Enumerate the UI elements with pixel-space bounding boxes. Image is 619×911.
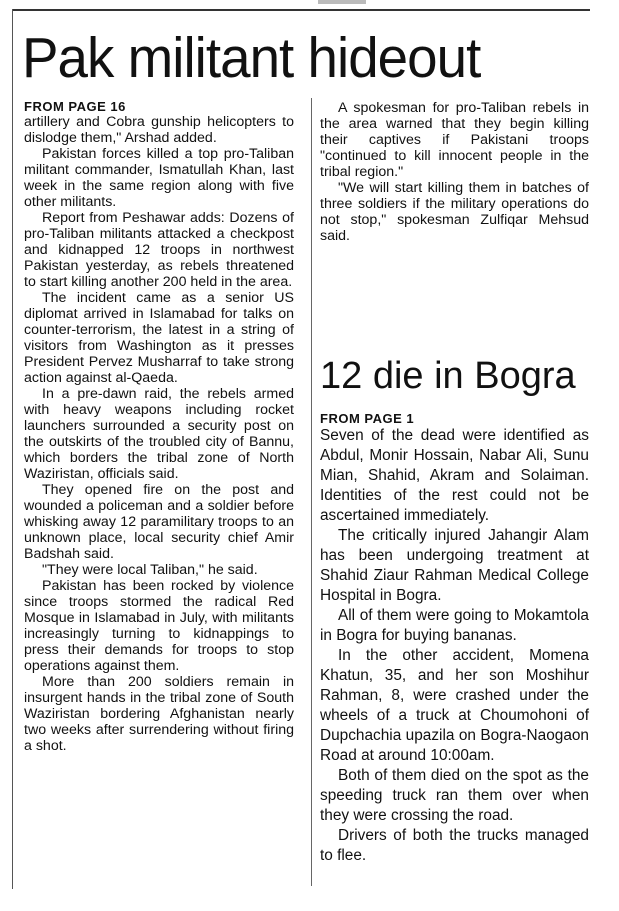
story2-paragraph: In the other accident, Momena Khatun, 35, and her son Moshihur Rahman, 8, were crashed under the wheels of a truck at Choumohoni of Dupchachia upazila on Bogra-Naogaon Road at around 10:00am. xyxy=(320,647,589,764)
story2-paragraph: Drivers of both the trucks managed to flee. xyxy=(320,827,589,864)
story1-paragraph: Report from Peshawar adds: Dozens of pro-Taliban militants attacked a checkpost and kidnapped 12 troops in northwest Pakistan yesterday, as rebels threatened to start killing another 200 held in the area. xyxy=(24,210,294,290)
story1-kicker: FROM PAGE 16 xyxy=(24,99,126,114)
story2-paragraph: Both of them died on the spot as the speeding truck ran them over when they were crossing the road. xyxy=(320,767,589,824)
top-rule xyxy=(12,9,590,11)
story1-paragraph: A spokesman for pro-Taliban rebels in the area warned that they begin killing their captives if Pakistani troops "continued to kill innocent people in the tribal region." xyxy=(320,100,589,180)
story2-paragraph: Seven of the dead were identified as Abdul, Monir Hossain, Nabar Ali, Sunu Mian, Shahid, Akram and Solaiman. Identities of the rest could not be ascertained immediately. xyxy=(320,427,589,524)
story2-paragraph: All of them were going to Mokamtola in Bogra for buying bananas. xyxy=(320,607,589,644)
column-divider xyxy=(311,98,312,886)
story1-paragraph: In a pre-dawn raid, the rebels armed with heavy weapons including rocket launchers surrounded a security post on the outskirts of the troubled city of Bannu, which borders the tribal zone of North Waziristan, officials said. xyxy=(24,386,294,482)
story1-paragraph: They opened fire on the post and wounded a policeman and a soldier before whisking away 12 paramilitary troops to an unknown place, local security chief Amir Badshah said. xyxy=(24,482,294,562)
story1-headline: Pak militant hideout xyxy=(22,26,481,90)
story2-paragraph: The critically injured Jahangir Alam has been undergoing treatment at Shahid Ziaur Rahman Medical College Hospital in Bogra. xyxy=(320,527,589,604)
story2-kicker: FROM PAGE 1 xyxy=(320,411,415,426)
story2-column xyxy=(320,411,589,866)
story1-right-column xyxy=(320,100,589,244)
story1-paragraph: artillery and Cobra gunship helicopters to dislodge them," Arshad added. xyxy=(24,114,294,146)
story1-paragraph: Pakistan forces killed a top pro-Taliban militant commander, Ismatullah Khan, last week in the same region along with five other militants. xyxy=(24,146,294,210)
left-column-rule xyxy=(12,9,13,889)
story1-left-column xyxy=(24,100,294,754)
story1-paragraph: "We will start killing them in batches of three soldiers if the military operations do not stop," spokesman Zulfiqar Mehsud said. xyxy=(320,180,589,244)
top-edge-mark xyxy=(318,0,366,4)
story1-paragraph: The incident came as a senior US diplomat arrived in Islamabad for talks on counter-terrorism, the latest in a string of visitors from Washington as it presses President Pervez Musharraf to take strong action against al-Qaeda. xyxy=(24,290,294,386)
story2-headline: 12 die in Bogra xyxy=(320,355,576,397)
story1-paragraph: More than 200 soldiers remain in insurgent hands in the tribal zone of South Waziristan bordering Afghanistan nearly two weeks after surrendering without firing a shot. xyxy=(24,674,294,754)
story1-paragraph: Pakistan has been rocked by violence since troops stormed the radical Red Mosque in Islamabad in July, with militants increasingly turning to kidnappings to press their demands for troops to stop operations against them. xyxy=(24,578,294,674)
story1-paragraph: "They were local Taliban," he said. xyxy=(42,562,258,578)
